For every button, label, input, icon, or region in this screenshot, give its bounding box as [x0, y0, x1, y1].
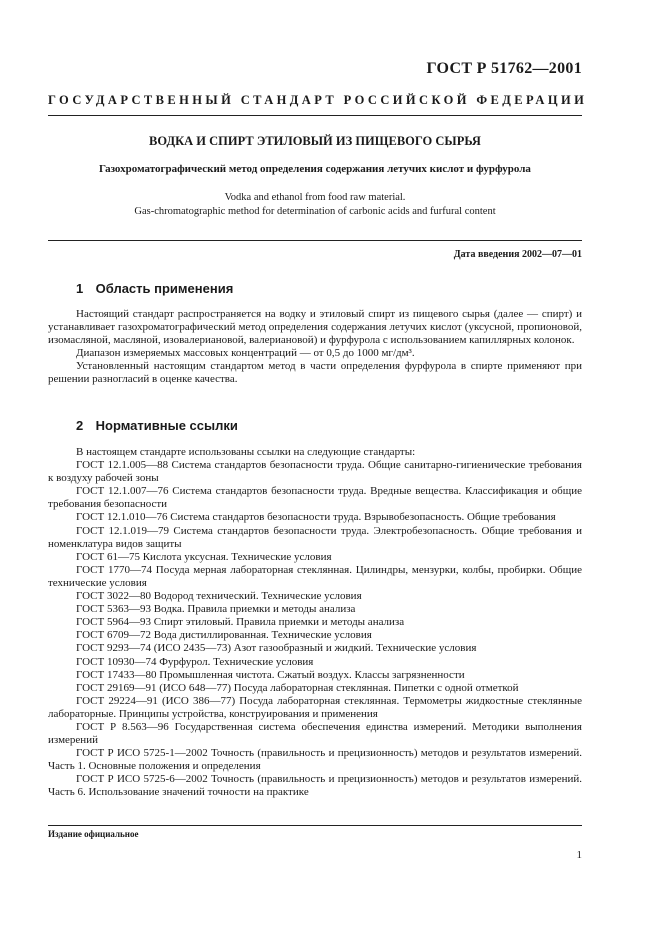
- english-title-line: Gas-chromatographic method for determination of carbonic acids and furfural content: [134, 206, 496, 217]
- official-edition-label: Издание официальное: [48, 829, 139, 839]
- reference-item: ГОСТ Р 8.563—96 Государственная система обеспечения единства измерений. Методики выполнения измерений: [48, 720, 582, 747]
- paragraph: Настоящий стандарт распространяется на водку и этиловый спирт из пищевого сырья (далее — спирт) и устанавливает газохроматографический метод определения содержания летучих кислот (уксусной, пропионовой, изомасляной, масляной, изовалериановой, валериановой) и фурфурола с использованием капиллярных колонок.: [48, 308, 582, 347]
- reference-item: ГОСТ Р ИСО 5725-6—2002 Точность (правильность и прецизионность) методов и результатов измерений. Часть 6. Использование значений точности на практике: [48, 773, 582, 799]
- reference-item: ГОСТ 29224—91 (ИСО 386—77) Посуда лабораторная стеклянная. Термометры жидкостные стеклянные лабораторные. Принципы устройства, конструирования и применения: [48, 694, 582, 720]
- reference-item: ГОСТ 6709—72 Вода дистиллированная. Технические условия: [76, 629, 372, 642]
- section-body-scope: [48, 308, 582, 387]
- page-number: 1: [576, 849, 582, 861]
- reference-item: ГОСТ 17433—80 Промышленная чистота. Сжатый воздух. Классы загрязненности: [76, 668, 465, 681]
- section-body-references: [48, 446, 582, 800]
- section-number: 1: [76, 281, 84, 296]
- document-title: ВОДКА И СПИРТ ЭТИЛОВЫЙ ИЗ ПИЩЕВОГО СЫРЬЯ: [149, 134, 481, 148]
- english-title: [48, 191, 582, 219]
- reference-item: ГОСТ 12.1.010—76 Система стандартов безопасности труда. Взрывобезопасность. Общие требования: [76, 511, 556, 524]
- reference-item: ГОСТ 3022—80 Водород технический. Технические условия: [76, 590, 362, 603]
- section-title: Область применения: [95, 281, 234, 296]
- reference-item: ГОСТ 12.1.007—76 Система стандартов безопасности труда. Вредные вещества. Классификация и общие требования безопасности: [48, 485, 582, 511]
- reference-item: ГОСТ 9293—74 (ИСО 2435—73) Азот газообразный и жидкий. Технические условия: [76, 642, 477, 655]
- header-rule: [48, 115, 582, 116]
- reference-item: ГОСТ 10930—74 Фурфурол. Технические условия: [76, 655, 314, 668]
- gost-number: ГОСТ Р 51762—2001: [426, 60, 582, 77]
- section-title: Нормативные ссылки: [95, 418, 238, 433]
- reference-item: ГОСТ 12.1.019—79 Система стандартов безопасности труда. Электробезопасность. Общие требования и номенклатура видов защиты: [48, 524, 582, 550]
- footer-rule: [48, 825, 582, 826]
- section-number: 2: [76, 418, 84, 433]
- reference-item: ГОСТ Р ИСО 5725-1—2002 Точность (правильность и прецизионность) методов и результатов измерений. Часть 1. Основные положения и определения: [48, 747, 582, 773]
- paragraph: Диапазон измеряемых массовых концентраций — от 0,5 до 1000 мг/дм³.: [76, 347, 415, 360]
- state-standard-banner: ГОСУДАРСТВЕННЫЙ СТАНДАРТ РОССИЙСКОЙ ФЕДЕРАЦИИ: [48, 93, 588, 107]
- document-subtitle: Газохроматографический метод определения содержания летучих кислот и фурфурола: [99, 163, 531, 175]
- reference-item: ГОСТ 12.1.005—88 Система стандартов безопасности труда. Общие санитарно-гигиенические требования к воздуху рабочей зоны: [48, 459, 582, 485]
- reference-item: ГОСТ 5363—93 Водка. Правила приемки и методы анализа: [76, 603, 356, 616]
- reference-item: ГОСТ 5964—93 Спирт этиловый. Правила приемки и методы анализа: [76, 616, 405, 629]
- english-title-line: Vodka and ethanol from food raw material.: [224, 192, 406, 203]
- reference-item: ГОСТ 61—75 Кислота уксусная. Технические условия: [76, 550, 332, 563]
- introduction-date: Дата введения 2002—07—01: [453, 249, 582, 260]
- paragraph: В настоящем стандарте использованы ссылки на следующие стандарты:: [76, 446, 416, 458]
- reference-item: ГОСТ 29169—91 (ИСО 648—77) Посуда лабораторная стеклянная. Пипетки с одной отметкой: [76, 681, 519, 694]
- section-heading-scope: [76, 281, 233, 296]
- reference-item: ГОСТ 1770—74 Посуда мерная лабораторная стеклянная. Цилиндры, мензурки, колбы, пробирки. Общие технические условия: [48, 563, 582, 589]
- paragraph: Установленный настоящим стандартом метод в части определения фурфурола в спирте применяют при решении разногласий в оценке качества.: [48, 360, 582, 386]
- section-heading-references: [76, 418, 238, 433]
- title-rule: [48, 240, 582, 241]
